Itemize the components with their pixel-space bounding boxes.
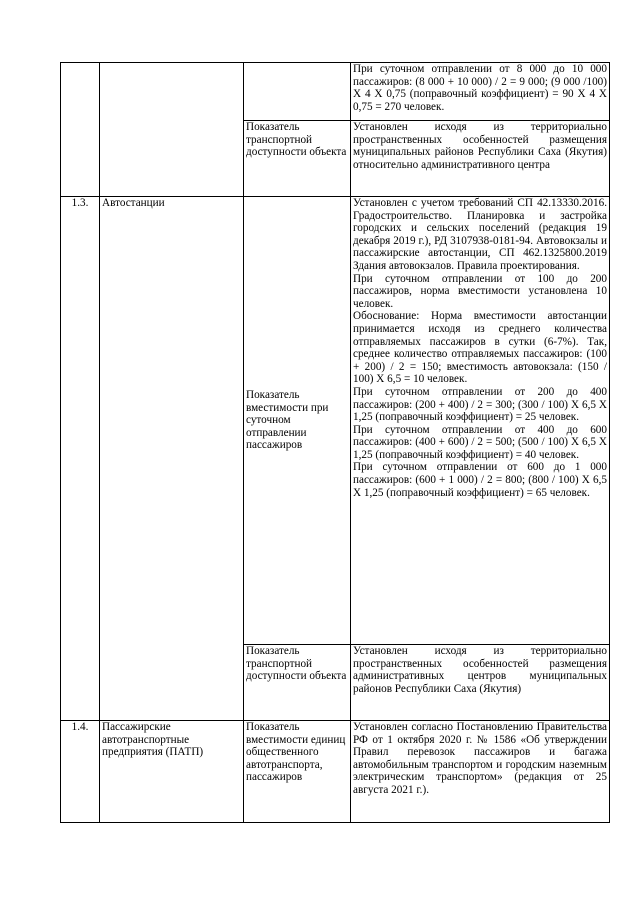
table-row [61,197,610,645]
object-name-cell [100,63,244,197]
justification-paragraph: Установлен согласно Постановлению Правительства РФ от 1 октября 2020 г. № 1586 «Об утверждении Правил перевозок пассажиров и багажа автомобильным транспортом и городским наземным электрическим транспортом» (редакция от 25 августа 2021 г.). [353,721,607,796]
row-number-cell [61,63,100,197]
object-name-cell: Пассажирские автотранспортные предприятия (ПАТП) [100,721,244,823]
table-row [61,63,610,121]
indicator-name-cell: Показатель вместимости единиц общественного автотранспорта, пассажиров [244,721,351,823]
object-name-cell: Автостанции [100,197,244,721]
justification-paragraph: При суточном отправлении от 400 до 600 пассажиров: (400 + 600) / 2 = 500; (500 / 100) Х 6,5 Х 1,25 (поправочный коэффициент) = 40 человек. [353,423,607,461]
justification-cell [351,121,610,197]
justification-cell [351,197,610,645]
row-number-cell: 1.4. [61,721,100,823]
justification-paragraph: При суточном отправлении от 200 до 400 пассажиров: (200 + 400) / 2 = 300; (300 / 100) Х 6,5 Х 1,25 (поправочный коэффициент) = 25 человек. [353,385,607,424]
indicator-name-cell [244,63,351,121]
row-number-cell: 1.3. [61,197,100,721]
justification-paragraph: При суточном отправлении от 100 до 200 пассажиров, норма вместимости установлена 10 человек. [353,272,607,310]
justification-paragraph: Установлен исходя из территориально пространственных особенностей размещения муниципальных районов Республики Саха (Якутия) относительно административного центра [353,121,607,171]
justification-cell [351,721,610,823]
justification-paragraph: Установлен исходя из территориально пространственных особенностей размещения административных центров муниципальных районов Республики Саха (Якутия) [353,645,607,695]
justification-cell [351,63,610,121]
table-row [61,721,610,823]
justification-cell [351,645,610,721]
indicator-name-cell: Показатель вместимости при суточном отправлении пассажиров [244,197,351,645]
indicator-name-cell: Показатель транспортной доступности объекта [244,121,351,197]
norms-table [60,62,610,823]
justification-paragraph: При суточном отправлении от 600 до 1 000 пассажиров: (600 + 1 000) / 2 = 800; (800 / 100) Х 6,5 Х 1,25 (поправочный коэффициент) = 65 человек. [353,461,607,499]
justification-paragraph: Обоснование: Норма вместимости автостанции принимается исходя из среднего количества отправляемых пассажиров в сутки (6-7%). Так, среднее количество отправляемых пассажиров: (100 + 200) / 2 = 150; вместимость автовокзала: (150 / 100) Х 6,5 = 10 человек. [353,310,607,386]
justification-paragraph: При суточном отправлении от 8 000 до 10 000 пассажиров: (8 000 + 10 000) / 2 = 9 000; (9 000 /100) Х 4 Х 0,75 (поправочный коэффициент) = 90 Х 4 Х 0,75 = 270 человек. [353,63,607,113]
indicator-name-cell: Показатель транспортной доступности объекта [244,645,351,721]
justification-paragraph: Установлен с учетом требований СП 42.13330.2016. Градостроительство. Планировка и застройка городских и сельских поселений (редакция 19 декабря 2019 г.), РД 3107938-0181-94. Автовокзалы и пассажирские автостанции, СП 462.1325800.2019 Здания автовокзалов. Правила проектирования. [353,197,607,272]
